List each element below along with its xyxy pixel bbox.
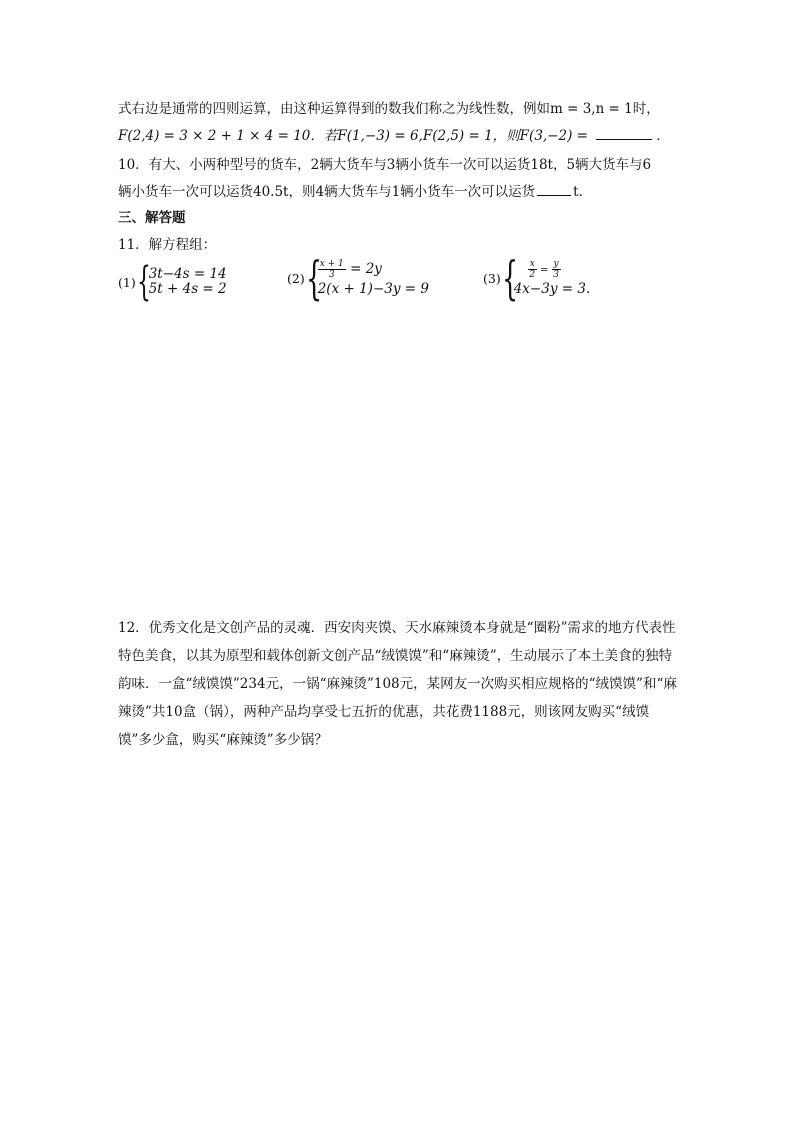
fraction-denominator: 3 [328, 269, 335, 280]
system-2-rows [318, 259, 429, 298]
q10-line-2 [118, 180, 592, 200]
fraction-numerator: y [553, 258, 559, 269]
fraction-numerator: x + 1 [319, 258, 344, 269]
q9-line-2-end: ． [656, 128, 670, 144]
q10-line-1: 10．有大、小两种型号的货车，2辆大货车与3辆小货车一次可以运货18t，5辆大货车与6 [118, 157, 652, 173]
equation-system-2 [287, 251, 429, 305]
system-1-eq-1: 3t−4s = 14 [148, 266, 227, 282]
system-3-eq-2 [514, 280, 591, 298]
q9-line-2 [118, 124, 670, 144]
q10-line-2-end: t． [573, 184, 593, 200]
q11-title: 11．解方程组： [118, 237, 217, 253]
q9-line-2-text: F(2,4) = 3 × 2 + 1 × 4 = 10．若F(1,−3) = 6,F(2,5) = 1，则F(3,−2) = [118, 128, 593, 144]
equation-system-3 [483, 251, 591, 305]
system-3-eq-1 [514, 259, 591, 280]
system-3-eq-2-text: 4x−3y = 3 [513, 280, 586, 297]
system-2-label: (2) [287, 270, 305, 286]
equals-sign: = [536, 264, 552, 276]
system-2-eq-2: 2(x + 1)−3y = 9 [317, 280, 429, 297]
section-heading: 三、解答题 [118, 210, 186, 226]
system-1-label: (1) [118, 274, 136, 290]
system-2-eq-1 [318, 259, 429, 280]
system-3-period: . [585, 280, 591, 297]
fraction-denominator: 2 [529, 269, 536, 280]
system-2-eq-1-rhs: = 2y [345, 260, 382, 277]
q9-line-1: 式右边是通常的四则运算，由这种运算得到的数我们称之为线性数，例如m = 3,n = 1时， [118, 101, 660, 117]
fraction-denominator: 3 [553, 269, 559, 280]
left-brace-icon: { [136, 259, 151, 305]
system-3-fraction-2 [552, 259, 561, 280]
equation-system-1 [118, 259, 227, 305]
q10-line-2-text: 辆小货车一次可以运货40.5t，则4辆大货车与1辆小货车一次可以运货 [118, 184, 536, 200]
q12-text: 12．优秀文化是文创产品的灵魂．西安肉夹馍、天水麻辣烫本身就是“圈粉”需求的地方代表性特色美食，以其为原型和载体创新文创产品“绒馍馍”和“麻辣烫”，生动展示了本土美食的独特韵味．一盒“绒馍馍”234元，一锅“麻辣烫”108元，某网友一次购买相应规格的“绒馍馍”和“麻辣烫”共10盒（锅），两种产品均享受七五折的优惠，共花费1188元，则该网友购买“绒馍馍”多少盒，购买“麻辣烫”多少锅？ [118, 620, 677, 748]
system-1-rows [149, 267, 227, 297]
q9-answer-blank [596, 138, 652, 140]
left-brace-icon: { [305, 251, 322, 305]
q10-answer-blank [537, 194, 571, 196]
left-brace-icon: { [501, 251, 518, 305]
fraction-numerator: x [529, 258, 535, 269]
system-3-fraction-1 [528, 259, 537, 280]
system-3-label: (3) [483, 270, 501, 286]
system-3-rows [514, 259, 591, 298]
system-1-eq-2: 5t + 4s = 2 [148, 281, 227, 297]
